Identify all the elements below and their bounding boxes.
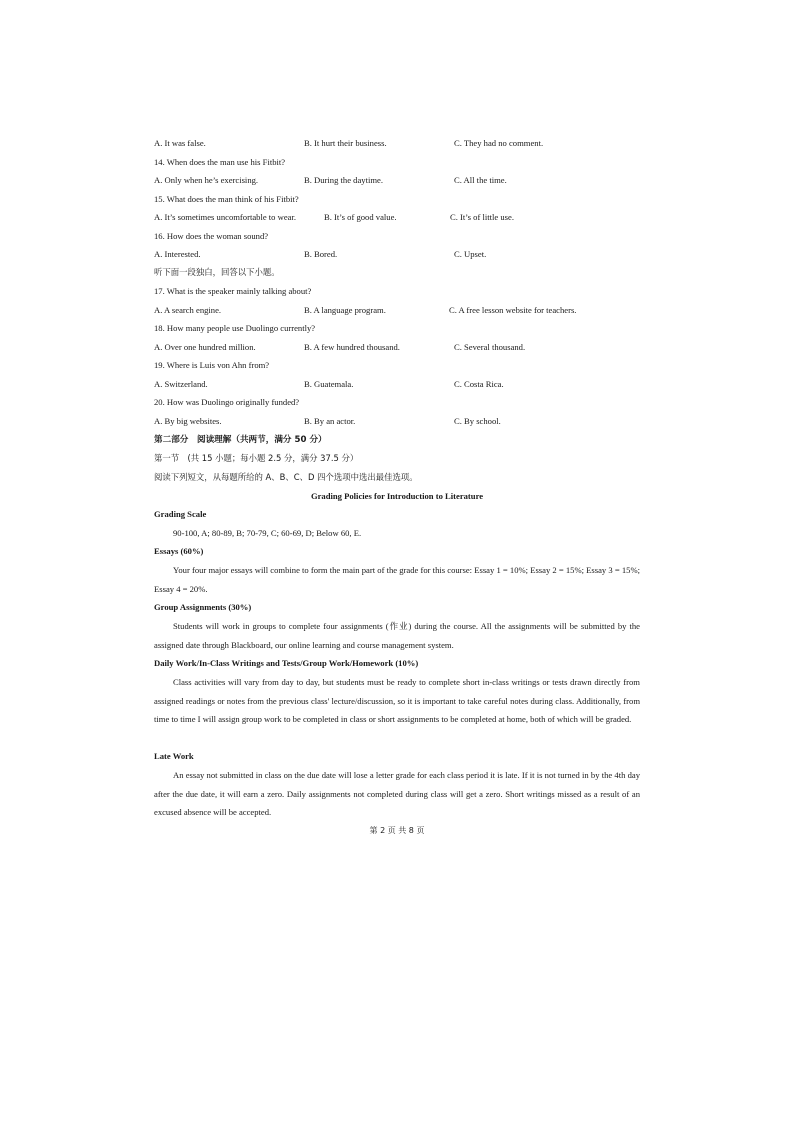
late-work-heading: Late Work bbox=[154, 751, 194, 761]
question-19: 19. Where is Luis von Ahn from? bbox=[154, 360, 270, 370]
option-b: B. It hurt their business. bbox=[304, 138, 387, 148]
option-b: B. A language program. bbox=[304, 305, 386, 315]
option-a: A. Over one hundred million. bbox=[154, 342, 256, 352]
daily-work-heading: Daily Work/In-Class Writings and Tests/Group Work/Homework (10%) bbox=[154, 658, 419, 668]
monologue-instruction: 听下面一段独白，回答以下小题。 bbox=[154, 267, 280, 277]
option-a: A. A search engine. bbox=[154, 305, 222, 315]
option-c: C. Several thousand. bbox=[454, 342, 526, 352]
part-heading: 第二部分 阅读理解（共两节，满分 50 分） bbox=[154, 435, 327, 445]
option-a: A. By big websites. bbox=[154, 416, 222, 426]
option-a: A. Interested. bbox=[154, 249, 201, 259]
option-b: B. By an actor. bbox=[304, 416, 356, 426]
option-c: C. By school. bbox=[454, 416, 501, 426]
option-c: C. A free lesson website for teachers. bbox=[449, 305, 577, 315]
option-a: A. Switzerland. bbox=[154, 379, 208, 389]
late-work-paragraph: An essay not submitted in class on the due date will lose a letter grade for each class period it is late. If it is not turned in by the 4th day after the due date, it will earn a zero. Daily assignments not completed during class will get a zero. Short writings missed as a result of an excused absence will be accepted. bbox=[154, 770, 640, 818]
option-b: B. During the daytime. bbox=[304, 175, 384, 185]
essays-paragraph: Your four major essays will combine to form the main part of the grade for this course: Essay 1 = 10%; Essay 2 = 15%; Essay 3 = 15%; Essay 4 = 20%. bbox=[154, 565, 640, 594]
question-20: 20. How was Duolingo originally funded? bbox=[154, 397, 300, 407]
page-footer: 第 2 页 共 8 页 bbox=[369, 826, 425, 835]
grading-scale-text: 90-100, A; 80-89, B; 70-79, C; 60-69, D; Below 60, E. bbox=[173, 528, 362, 538]
option-a: A. Only when he’s exercising. bbox=[154, 175, 259, 185]
option-c: C. They had no comment. bbox=[454, 138, 544, 148]
grading-scale-heading: Grading Scale bbox=[154, 509, 207, 519]
question-17: 17. What is the speaker mainly talking about? bbox=[154, 286, 312, 296]
option-b: B. Bored. bbox=[304, 249, 338, 259]
option-a: A. It’s sometimes uncomfortable to wear. bbox=[154, 212, 297, 222]
essays-heading: Essays (60%) bbox=[154, 546, 204, 556]
option-c: C. All the time. bbox=[454, 175, 507, 185]
section-heading: 第一节 (共 15 小题；每小题 2.5 分，满分 37.5 分） bbox=[154, 453, 359, 463]
question-14: 14. When does the man use his Fitbit? bbox=[154, 157, 286, 167]
group-assignments-paragraph: Students will work in groups to complete four assignments (作业) during the course. All the assignments will be submitted by the assigned date through Blackboard, our online learning and course management system. bbox=[154, 621, 640, 650]
option-b: B. Guatemala. bbox=[304, 379, 354, 389]
group-assignments-heading: Group Assignments (30%) bbox=[154, 602, 252, 612]
question-15: 15. What does the man think of his Fitbit? bbox=[154, 194, 299, 204]
option-a: A. It was false. bbox=[154, 138, 206, 148]
option-c: C. Costa Rica. bbox=[454, 379, 504, 389]
option-c: C. It’s of little use. bbox=[450, 212, 514, 222]
option-b: B. It’s of good value. bbox=[324, 212, 397, 222]
daily-work-paragraph: Class activities will vary from day to day, but students must be ready to complete short in-class writings or tests drawn directly from assigned readings or notes from the previous class' lecture/discussion, so it is important to take careful notes during class. Additionally, from time to time I will assign group work to be completed in class or short assignments to be completed at home, both of which will be graded. bbox=[154, 677, 640, 725]
passage-title: Grading Policies for Introduction to Literature bbox=[310, 491, 484, 501]
question-18: 18. How many people use Duolingo currently? bbox=[154, 323, 316, 333]
reading-instruction: 阅读下列短文，从每题所给的 A、B、C、D 四个选项中选出最佳选项。 bbox=[154, 472, 418, 482]
question-16: 16. How does the woman sound? bbox=[154, 231, 269, 241]
option-c: C. Upset. bbox=[454, 249, 487, 259]
option-b: B. A few hundred thousand. bbox=[304, 342, 400, 352]
